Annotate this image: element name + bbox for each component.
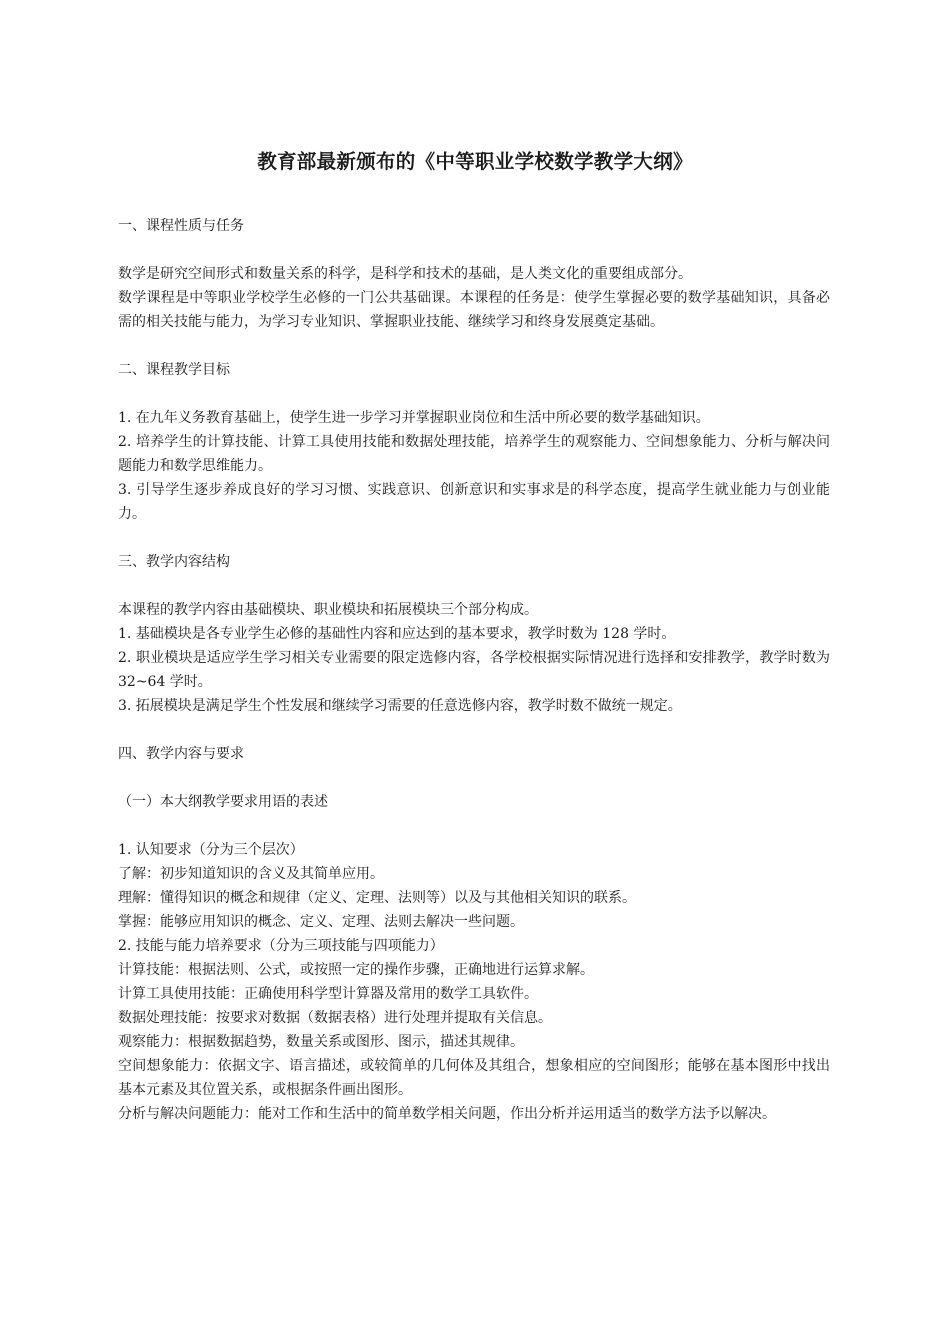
spacer [118,574,830,598]
section-3-item: 1. 基础模块是各专业学生必修的基础性内容和应达到的基本要求，教学时数为 128 学时。 [118,626,676,642]
section-4-line: 了解：初步知道知识的含义及其简单应用。 [118,866,384,882]
section-4-line: 观察能力：根据数据趋势，数量关系或图形、图示，描述其规律。 [118,1034,524,1050]
section-2-item: 2. 培养学生的计算技能、计算工具使用技能和数据处理技能，培养学生的观察能力、空间想象能力、分析与解决问题能力和数学思维能力。 [118,434,830,474]
section-4-line: 计算技能：根据法则、公式，或按照一定的操作步骤，正确地进行运算求解。 [118,962,594,978]
spacer [118,334,830,358]
section-3-item: 2. 职业模块是适应学生学习相关专业需要的限定选修内容，各学校根据实际情况进行选择和安排教学，教学时数为 32~64 学时。 [118,650,830,690]
spacer [118,238,830,262]
section-3-heading: 三、教学内容结构 [118,554,230,570]
section-2-item: 3. 引导学生逐步养成良好的学习习惯、实践意识、创新意识和实事求是的科学态度，提高学生就业能力与创业能力。 [118,482,830,522]
section-4-line: 分析与解决问题能力：能对工作和生活中的简单数学相关问题，作出分析并运用适当的数学方法予以解决。 [118,1106,776,1122]
section-4-line: 计算工具使用技能：正确使用科学型计算器及常用的数学工具软件。 [118,986,538,1002]
section-2-heading: 二、课程教学目标 [118,362,230,378]
spacer [118,526,830,550]
spacer [118,718,830,742]
spacer [118,814,830,838]
section-4-heading: 四、教学内容与要求 [118,746,244,762]
document-body [118,214,830,1126]
spacer [118,766,830,790]
section-4-line: 空间想象能力：依据文字、语言描述，或较简单的几何体及其组合，想象相应的空间图形；能够在基本图形中找出基本元素及其位置关系，或根据条件画出图形。 [118,1058,830,1098]
section-1-paragraph: 数学课程是中等职业学校学生必修的一门公共基础课。本课程的任务是：使学生掌握必要的数学基础知识，具备必需的相关技能与能力，为学习专业知识、掌握职业技能、继续学习和终身发展奠定基础。 [118,290,830,330]
document-title: 教育部最新颁布的《中等职业学校数学教学大纲》 [257,150,693,173]
section-4-subheading: （一）本大纲教学要求用语的表述 [118,794,328,810]
spacer [118,382,830,406]
section-3-intro: 本课程的教学内容由基础模块、职业模块和拓展模块三个部分构成。 [118,602,538,618]
section-2-item: 1. 在九年义务教育基础上，使学生进一步学习并掌握职业岗位和生活中所必要的数学基础知识。 [118,410,710,426]
section-1-paragraph: 数学是研究空间形式和数量关系的科学，是科学和技术的基础，是人类文化的重要组成部分。 [118,266,692,282]
section-1-heading: 一、课程性质与任务 [118,218,244,234]
section-3-item: 3. 拓展模块是满足学生个性发展和继续学习需要的任意选修内容，教学时数不做统一规定。 [118,698,682,714]
section-4-line: 理解：懂得知识的概念和规律（定义、定理、法则等）以及与其他相关知识的联系。 [118,890,636,906]
section-4-line: 2. 技能与能力培养要求（分为三项技能与四项能力） [118,938,444,954]
section-4-line: 1. 认知要求（分为三个层次） [118,842,304,858]
section-4-line: 掌握：能够应用知识的概念、定义、定理、法则去解决一些问题。 [118,914,524,930]
section-4-line: 数据处理技能：按要求对数据（数据表格）进行处理并提取有关信息。 [118,1010,552,1026]
